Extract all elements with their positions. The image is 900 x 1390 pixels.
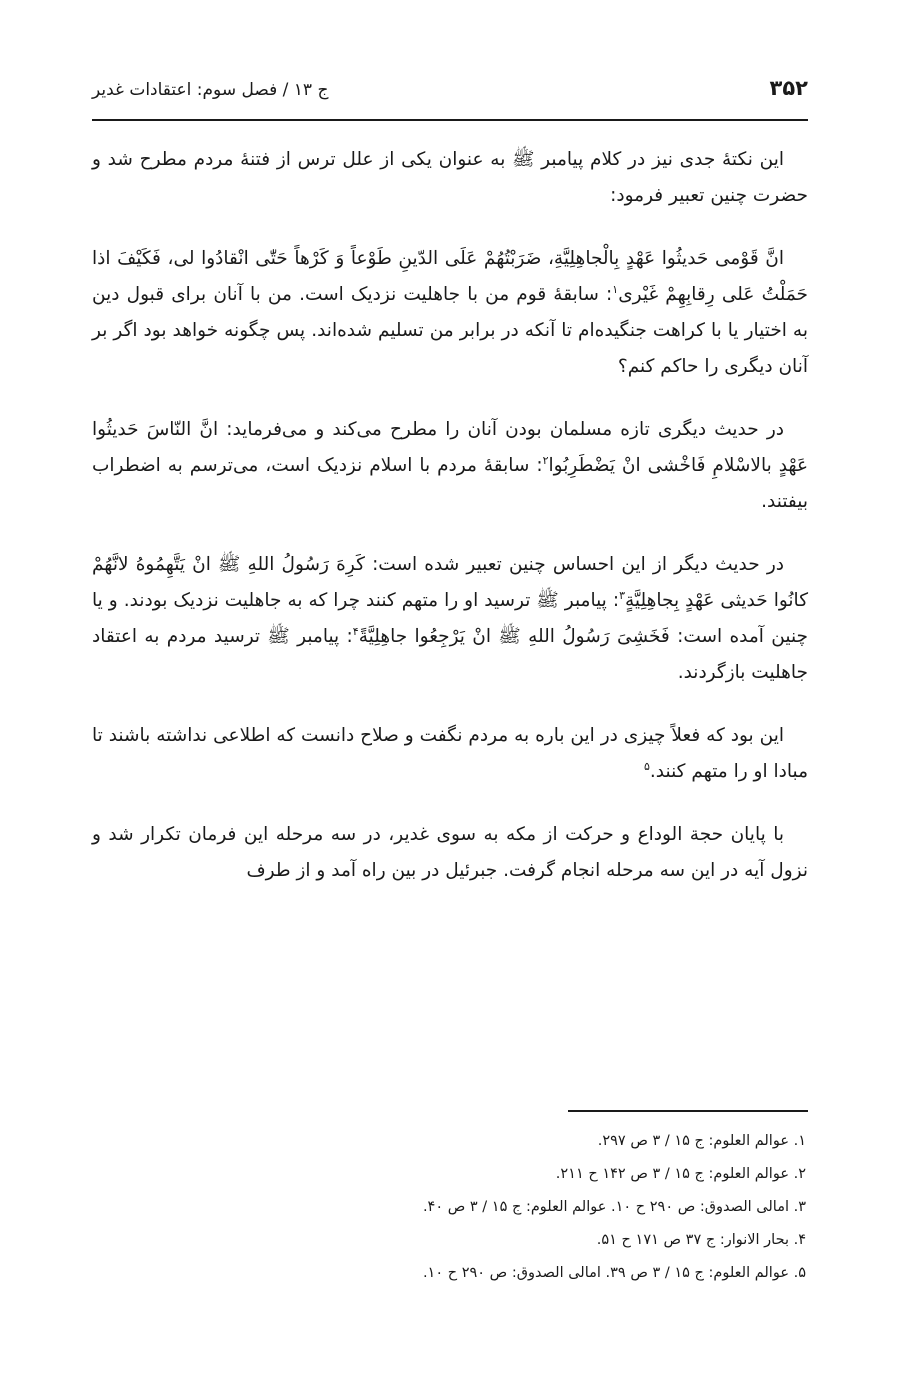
paragraph-text: : سابقهٔ قوم من با جاهلیت نزدیک است. من با آنان برای قبول دین به اختیار یا با کراهت جنگیده‌ام تا آنکه در برابر من تسلیم شده‌اند. پس چگونه خواهد بود اگر بر آنان دیگری را حاکم کنم؟ — [92, 284, 808, 377]
paragraph — [92, 718, 808, 790]
footnote: ۲. عوالم العلوم: ج ۱۵ / ۳ ص ۱۴۲ ح ۲۱۱. — [555, 1166, 806, 1182]
footnote: ۳. امالی الصدوق: ص ۲۹۰ ح ۱۰. عوالم العلوم: ج ۱۵ / ۳ ص ۴۰. — [422, 1199, 806, 1215]
arabic-quote: کَرِهَ رَسُولُ اللهِ ﷺ انْ یَتَّهِمُوهُ لانَّهُمْ کانُوا حَدیثی عَهْدٍ بِجاهِلِیَّةٍ — [92, 554, 808, 611]
page-number: ۳۵۲ — [769, 76, 808, 100]
paragraph-text: : سابقهٔ مردم با اسلام نزدیک است، می‌ترسم به اضطراب بیفتند. — [92, 455, 808, 512]
arabic-quote: انَّ النّاسَ حَدیثُوا عَهْدٍ بالاسْلامِ فَاخْشی انْ یَضْطَرِبُوا — [92, 419, 808, 476]
body-text — [92, 142, 808, 916]
footnotes — [92, 1125, 808, 1290]
footnote: ۴. بحار الانوار: ج ۳۷ ص ۱۷۱ ح ۵۱. — [596, 1232, 806, 1248]
running-head: ج ۱۳ / فصل سوم: اعتقادات غدیر — [92, 80, 329, 100]
arabic-quote: انَّ قَوْمی حَدیثُوا عَهْدٍ بِالْجاهِلِیَّةِ، ضَرَبْتُهُمْ عَلَی الدّینِ طَوْعاً وَ کَرْهاً حَتّٰی انْقادُوا لی، فَکَیْفَ اذا حَمَلْتُ عَلی رِقابِهِمْ غَیْری — [92, 248, 808, 305]
paragraph — [92, 142, 808, 214]
footnote-ref: ۳ — [619, 588, 625, 602]
footnote: ۵. عوالم العلوم: ج ۱۵ / ۳ ص ۳۹. امالی الصدوق: ص ۲۹۰ ح ۱۰. — [422, 1265, 806, 1281]
paragraph-lead: در حدیث دیگری تازه مسلمان بودن آنان را مطرح می‌کند و می‌فرماید: — [218, 419, 784, 440]
page-header — [92, 72, 808, 112]
paragraph — [92, 241, 808, 385]
paragraph — [92, 817, 808, 889]
paragraph — [92, 412, 808, 520]
footnote-ref: ۴ — [352, 624, 359, 638]
paragraph-text: این نکتهٔ جدی نیز در کلام پیامبر ﷺ به عنوان یکی از علل ترس از فتنهٔ مردم مطرح شد و حضرت چنین تعبیر فرمود: — [92, 149, 808, 206]
footnote-rule — [568, 1110, 808, 1112]
paragraph — [92, 547, 808, 691]
paragraph-text: این بود که فعلاً چیزی در این باره به مردم نگفت و صلاح دانست که اطلاعی نداشته باشند تا مبادا او را متهم کنند. — [92, 725, 808, 782]
paragraph-text: : پیامبر ﷺ ترسید مردم به اعتقاد جاهلیت بازگردند. — [92, 626, 808, 683]
paragraph-text: با پایان حجة الوداع و حرکت از مکه به سوی غدیر، در سه مرحله این فرمان تکرار شد و نزول آیه در این سه مرحله انجام گرفت. جبرئیل در بین راه آمد و از طرف — [92, 824, 808, 881]
arabic-quote: فَخَشِیَ رَسُولُ اللهِ ﷺ انْ یَرْجِعُوا جاهِلِیَّةً — [358, 626, 670, 647]
paragraph-text: : پیامبر ﷺ ترسید او را متهم کنند چرا که به جاهلیت نزدیک بودند. و یا چنین آمده است: — [92, 590, 808, 647]
footnote-ref: ۵ — [644, 759, 650, 773]
header-rule — [92, 119, 808, 121]
footnote-ref: ۱ — [612, 282, 619, 296]
paragraph-lead: در حدیث دیگر از این احساس چنین تعبیر شده است: — [364, 554, 784, 575]
footnote: ۱. عوالم العلوم: ج ۱۵ / ۳ ص ۲۹۷. — [597, 1133, 806, 1149]
footnote-ref: ۲ — [542, 453, 549, 467]
